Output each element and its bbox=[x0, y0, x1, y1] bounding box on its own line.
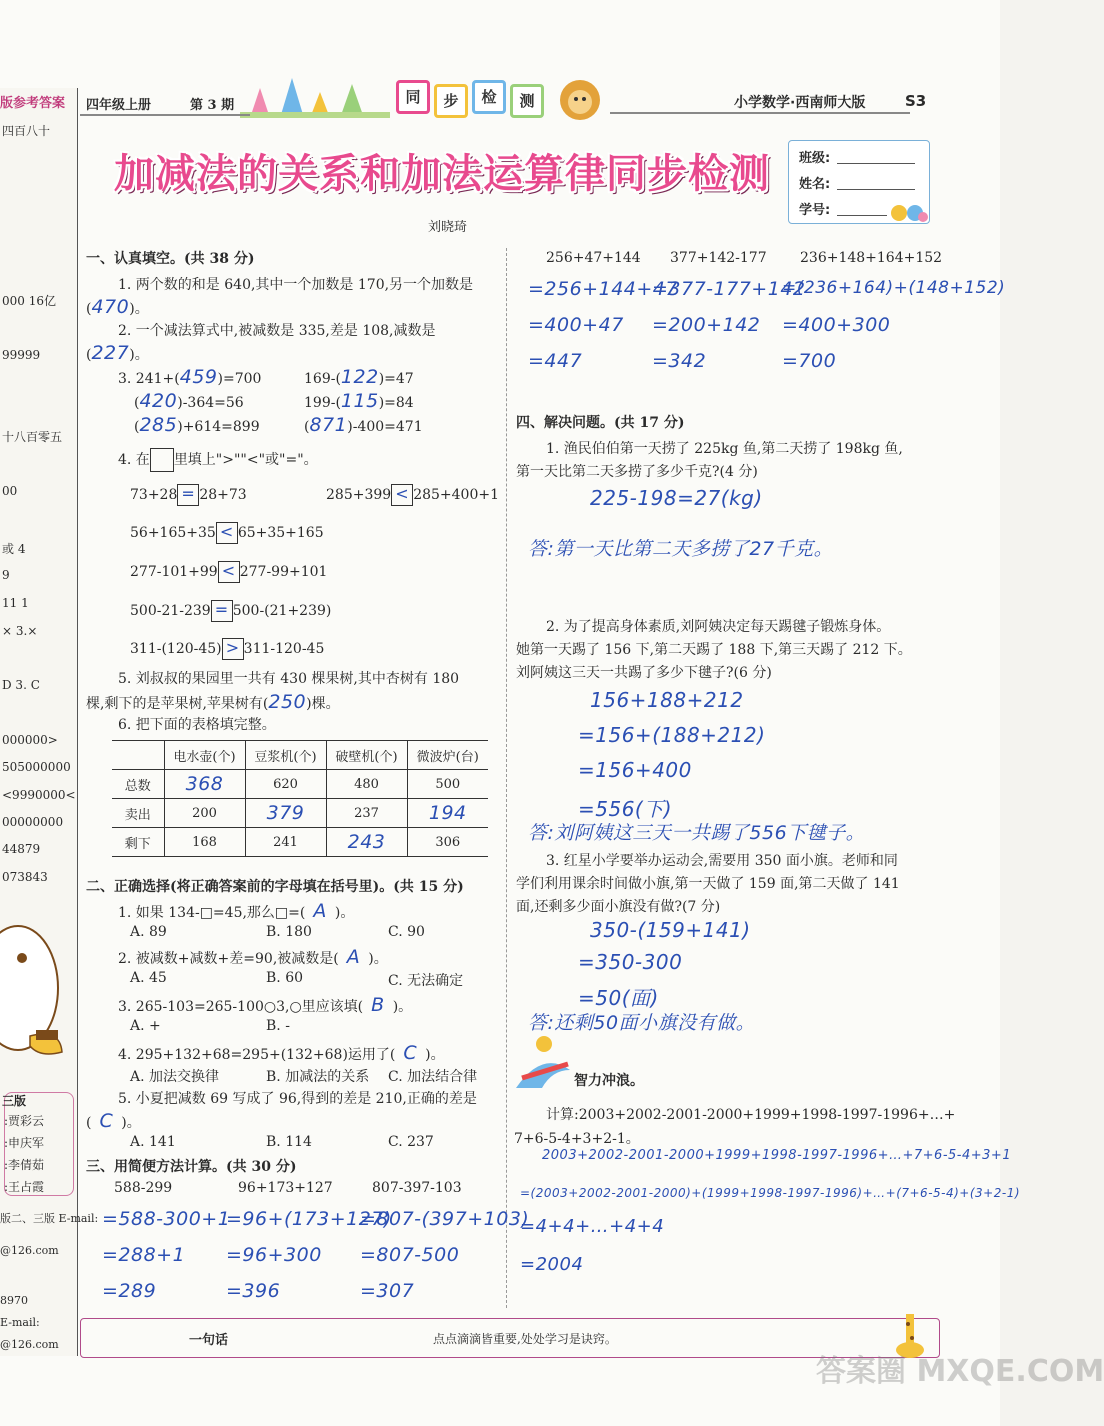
answer-statement: 答:第一天比第二天多捞了27千克。 bbox=[528, 538, 834, 560]
problem-text: 她第一天踢了 156 下,第二天踢了 188 下,第三天踢了 212 下。 bbox=[516, 642, 912, 658]
editor-name: :申庆军 bbox=[4, 1136, 45, 1150]
answer-key-line: 505000000 bbox=[2, 760, 71, 774]
q5-text: 5. 刘叔叔的果园里一共有 430 棵果树,其中杏树有 180 bbox=[118, 671, 460, 687]
bonus-heading: 智力冲浪。 bbox=[574, 1073, 644, 1089]
contact-line: E-mail: bbox=[0, 1316, 40, 1329]
table-row bbox=[112, 770, 488, 799]
answer-key-line: 000 16亿 bbox=[2, 294, 56, 308]
lion-mascot-icon bbox=[550, 78, 610, 124]
class-field[interactable] bbox=[837, 163, 915, 164]
bonus-text: 7+6-5-4+3+2-1。 bbox=[514, 1131, 640, 1147]
answer-statement: 答:刘阿姨这三天一共踢了556下毽子。 bbox=[528, 822, 866, 844]
student-info-box bbox=[788, 140, 930, 224]
choice-option: A. 加法交换律 bbox=[130, 1069, 220, 1085]
q3-item: 169-(122)=47 bbox=[304, 366, 414, 388]
q3-item: (420)-364=56 bbox=[134, 390, 244, 412]
calc-step: =400+300 bbox=[782, 314, 891, 336]
answer-key-line: 99999 bbox=[2, 348, 41, 362]
row-label: 剩下 bbox=[112, 828, 164, 857]
table-cell: 168 bbox=[164, 828, 245, 857]
q1-answer-line: (470)。 bbox=[86, 296, 149, 318]
section4-heading: 四、解决问题。(共 17 分) bbox=[516, 415, 685, 431]
mascot-illustration bbox=[0, 918, 76, 1078]
work-step: =156+(188+212) bbox=[578, 723, 766, 747]
section2-heading: 二、正确选择(将正确答案前的字母填在括号里)。(共 15 分) bbox=[86, 879, 464, 895]
choice-answer: C bbox=[403, 1042, 418, 1064]
section3-heading: 三、用简便方法计算。(共 30 分) bbox=[86, 1159, 297, 1175]
problem-text: 第一天比第二天多捞了多少千克?(4 分) bbox=[516, 464, 758, 480]
bonus-text: 计算:2003+2002-2001-2000+1999+1998-1997-1996+…+ bbox=[546, 1107, 956, 1123]
editor-name: :贾彩云 bbox=[4, 1114, 45, 1128]
footer-bar bbox=[80, 1318, 940, 1358]
calc-expression: 96+173+127 bbox=[238, 1180, 333, 1196]
table-cell: 243 bbox=[326, 828, 407, 857]
work-step: =50(面) bbox=[578, 986, 659, 1010]
row-label: 卖出 bbox=[112, 799, 164, 828]
table-row bbox=[112, 828, 488, 857]
table-header-cell: 豆浆机(个) bbox=[245, 741, 326, 770]
choice-question: 4. 295+132+68=295+(132+68)运用了( C )。 bbox=[118, 1042, 445, 1064]
q5-answer: 250 bbox=[268, 691, 307, 713]
problem-text: 学们利用课余时间做小旗,第一天做了 159 面,第二天做了 141 bbox=[516, 876, 900, 892]
row-label: 总数 bbox=[112, 770, 164, 799]
id-label: 学号: bbox=[799, 203, 831, 218]
q6-text: 6. 把下面的表格填完整。 bbox=[118, 717, 276, 733]
work-step: 350-(159+141) bbox=[590, 918, 751, 942]
calc-step: =288+1 bbox=[102, 1244, 186, 1266]
answer-key-line: 00000000 bbox=[2, 815, 64, 829]
table-header-row bbox=[112, 741, 488, 770]
contact-line: 8970 bbox=[0, 1294, 28, 1307]
work-step: =556(下) bbox=[578, 797, 673, 821]
comparison-answer-box[interactable]: = bbox=[177, 484, 199, 506]
answer-key-line: 44879 bbox=[2, 842, 41, 856]
bonus-work-step: =4+4+…+4+4 bbox=[520, 1216, 665, 1237]
work-step: 156+188+212 bbox=[590, 688, 744, 712]
table-cell: 237 bbox=[326, 799, 407, 828]
choice-question: 1. 如果 134-□=45,那么□=( A )。 bbox=[118, 900, 355, 922]
cartoon-animals-icon bbox=[889, 199, 929, 223]
section1-heading: 一、认真填空。(共 38 分) bbox=[86, 251, 255, 267]
badge-char: 检 bbox=[472, 80, 506, 114]
q3-answer: 285 bbox=[139, 414, 178, 436]
comparison-answer-box[interactable]: = bbox=[211, 600, 233, 622]
answer-key-line: <9990000< bbox=[2, 788, 76, 802]
q3-answer: 459 bbox=[179, 366, 218, 388]
calc-step: =289 bbox=[102, 1280, 157, 1302]
answer-key-line: 00 bbox=[2, 484, 18, 498]
table-cell: 500 bbox=[407, 770, 488, 799]
grade-label: 四年级上册 bbox=[86, 98, 152, 113]
choice-option: B. 60 bbox=[266, 970, 304, 986]
answer-key-line: × 3.× bbox=[2, 624, 38, 638]
table-row bbox=[112, 799, 488, 828]
calc-expression: 256+47+144 bbox=[546, 250, 641, 266]
table-cell: 620 bbox=[245, 770, 326, 799]
calc-step: =256+144+47 bbox=[528, 278, 678, 300]
calc-step: =807-(397+103) bbox=[360, 1208, 530, 1230]
comparison-answer-box[interactable]: < bbox=[218, 561, 240, 583]
blank-box-icon bbox=[150, 448, 174, 472]
name-label: 姓名: bbox=[799, 177, 831, 192]
comparison-item: 311-(120-45) > 311-120-45 bbox=[130, 638, 324, 660]
castle-illustration bbox=[240, 78, 390, 120]
choice-option: A. 89 bbox=[130, 924, 167, 940]
header-rule-left bbox=[80, 114, 250, 116]
choice-option: B. 加减法的关系 bbox=[266, 1069, 370, 1085]
comparison-answer-box[interactable]: < bbox=[216, 522, 238, 544]
calc-step: =807-500 bbox=[360, 1244, 460, 1266]
answer-key-line: 或 4 bbox=[2, 542, 26, 556]
problem-text: 3. 红星小学要举办运动会,需要用 350 面小旗。老师和同 bbox=[546, 853, 898, 869]
calc-step: =396 bbox=[226, 1280, 281, 1302]
q3-answer: 871 bbox=[309, 414, 348, 436]
q3-item: (871)-400=471 bbox=[304, 414, 423, 436]
q3-item: 3. 241+(459)=700 bbox=[118, 366, 262, 388]
calc-step: =96+(173+127) bbox=[226, 1208, 392, 1230]
table-header-cell bbox=[112, 741, 164, 770]
q2-text: 2. 一个减法算式中,被减数是 335,差是 108,减数是 bbox=[118, 323, 436, 339]
work-step: 225-198=27(kg) bbox=[590, 486, 763, 510]
footer-label: 一句话 bbox=[189, 1333, 229, 1348]
table-cell: 480 bbox=[326, 770, 407, 799]
calc-expression: 588-299 bbox=[114, 1180, 173, 1196]
answer-key-title: 版参考答案 bbox=[0, 96, 66, 111]
table-header-cell: 微波炉(台) bbox=[407, 741, 488, 770]
answer-key-line: 四百八十 bbox=[2, 124, 51, 138]
table-cell: 241 bbox=[245, 828, 326, 857]
choice-question: 2. 被减数+减数+差=90,被减数是( A )。 bbox=[118, 946, 388, 968]
q3-item: 199-(115)=84 bbox=[304, 390, 414, 412]
q3-item: (285)+614=899 bbox=[134, 414, 260, 436]
q5-answer-line: 棵,剩下的是苹果树,苹果树有(250)棵。 bbox=[86, 691, 340, 713]
q2-answer: 227 bbox=[91, 342, 130, 364]
choice-answer: A bbox=[313, 900, 327, 922]
calc-step: =700 bbox=[782, 350, 837, 372]
comparison-answer-box[interactable]: < bbox=[391, 484, 413, 506]
calc-step: =96+300 bbox=[226, 1244, 322, 1266]
work-step: =350-300 bbox=[578, 950, 683, 974]
choice-option: C. 90 bbox=[388, 924, 425, 940]
surfer-icon bbox=[512, 1030, 572, 1094]
choice-question: 3. 265-103=265-100○3,○里应该填( B )。 bbox=[118, 994, 413, 1016]
answer-key-line: 9 bbox=[2, 568, 10, 582]
q3-answer: 122 bbox=[340, 366, 379, 388]
q1-answer: 470 bbox=[91, 296, 130, 318]
comparison-item: 277-101+99 < 277-99+101 bbox=[130, 561, 327, 583]
footer-motto: 点点滴滴皆重要,处处学习是诀窍。 bbox=[433, 1332, 617, 1346]
badge-char: 步 bbox=[434, 84, 468, 118]
table-cell: 379 bbox=[245, 799, 326, 828]
contact-line: @126.com bbox=[0, 1338, 59, 1351]
q3-answer: 115 bbox=[340, 390, 379, 412]
calc-expression: 807-397-103 bbox=[372, 1180, 462, 1196]
choice-option: B. 114 bbox=[266, 1134, 312, 1150]
answer-key-line: 000000> bbox=[2, 733, 58, 747]
choice-option: C. 加法结合律 bbox=[388, 1069, 478, 1085]
answer-key-line: 11 1 bbox=[2, 596, 29, 610]
edition-label: 三版 bbox=[2, 1094, 27, 1108]
comparison-item: 500-21-239 = 500-(21+239) bbox=[130, 600, 331, 622]
q1-text: 1. 两个数的和是 640,其中一个加数是 170,另一个加数是 bbox=[118, 277, 474, 293]
choice-option: C. 无法确定 bbox=[388, 973, 464, 989]
calc-expression: 236+148+164+152 bbox=[800, 250, 943, 266]
editor-name: :王占霞 bbox=[4, 1180, 45, 1194]
q3-answer: 420 bbox=[139, 390, 178, 412]
choice-answer: C bbox=[99, 1110, 114, 1132]
bonus-work-step: 2003+2002-2001-2000+1999+1998-1997-1996+…+7+6-5-4+3+1 bbox=[542, 1148, 1012, 1163]
table-cell: 194 bbox=[407, 799, 488, 828]
id-field[interactable] bbox=[837, 215, 887, 216]
answer-key-line: 十八百零五 bbox=[2, 430, 63, 444]
choice-option: B. 180 bbox=[266, 924, 312, 940]
problem-text: 刘阿姨这三天一共踢了多少下毽子?(6 分) bbox=[516, 665, 772, 681]
answer-key-line: 073843 bbox=[2, 870, 48, 884]
comparison-item: 285+399 < 285+400+1 bbox=[326, 484, 499, 506]
column-divider bbox=[506, 248, 507, 1308]
calc-step: =(236+164)+(148+152) bbox=[782, 278, 1006, 298]
choice-question: 5. 小夏把减数 69 写成了 96,得到的差是 210,正确的差是 bbox=[118, 1091, 477, 1107]
answer-statement: 答:还剩50面小旗没有做。 bbox=[528, 1012, 756, 1034]
worksheet-title: 加减法的关系和加法运算律同步检测 bbox=[114, 151, 770, 197]
class-label: 班级: bbox=[799, 151, 831, 166]
choice-answer: B bbox=[371, 994, 385, 1016]
choice-option: A. 141 bbox=[130, 1134, 176, 1150]
choice-option: A. 45 bbox=[130, 970, 167, 986]
sales-table bbox=[112, 740, 488, 857]
author: 刘晓琦 bbox=[428, 220, 468, 235]
calc-expression: 377+142-177 bbox=[670, 250, 767, 266]
calc-step: =342 bbox=[652, 350, 707, 372]
name-field[interactable] bbox=[837, 189, 915, 190]
bonus-work-step: =2004 bbox=[520, 1254, 584, 1275]
subject-label: 小学数学·西南师大版 bbox=[734, 95, 866, 111]
choice-option: C. 237 bbox=[388, 1134, 434, 1150]
table-header-cell: 电水壶(个) bbox=[164, 741, 245, 770]
comparison-answer-box[interactable]: > bbox=[222, 638, 244, 660]
answer-key-line: D 3. C bbox=[2, 678, 40, 692]
choice-option: A. + bbox=[130, 1018, 161, 1034]
comparison-item: 56+165+35 < 65+35+165 bbox=[130, 522, 324, 544]
comparison-item: 73+28 = 28+73 bbox=[130, 484, 247, 506]
table-cell: 306 bbox=[407, 828, 488, 857]
calc-step: =200+142 bbox=[652, 314, 761, 336]
calc-step: =377-177+142 bbox=[652, 278, 806, 300]
contact-line: 版二、三版 E-mail: bbox=[0, 1212, 99, 1225]
badge-char: 测 bbox=[510, 84, 544, 118]
bonus-work-step: =(2003+2002-2001-2000)+(1999+1998-1997-1996)+…+(7+6-5-4)+(3+2-1) bbox=[520, 1186, 1021, 1200]
choice-option: B. - bbox=[266, 1018, 290, 1034]
choice-answer: A bbox=[346, 946, 361, 968]
header-bar bbox=[0, 88, 930, 124]
answer-key-strip bbox=[0, 88, 99, 1356]
contact-line: @126.com bbox=[0, 1244, 59, 1257]
header-rule bbox=[610, 112, 910, 114]
watermark: 答案圈 MXQE.COM bbox=[816, 1354, 1104, 1389]
editor-name: :李倩茹 bbox=[4, 1158, 45, 1172]
table-cell: 368 bbox=[164, 770, 245, 799]
problem-text: 1. 渔民伯伯第一天捞了 225kg 鱼,第二天捞了 198kg 鱼, bbox=[546, 441, 903, 457]
problem-text: 2. 为了提高身体素质,刘阿姨决定每天踢毽子锻炼身体。 bbox=[546, 619, 891, 635]
table-header-cell: 破壁机(个) bbox=[326, 741, 407, 770]
work-step: =156+400 bbox=[578, 758, 692, 782]
badge-char: 同 bbox=[396, 80, 430, 114]
problem-text: 面,还剩多少面小旗没有做?(7 分) bbox=[516, 899, 721, 915]
page-code: S3 bbox=[905, 92, 927, 110]
calc-step: =400+47 bbox=[528, 314, 624, 336]
table-cell: 200 bbox=[164, 799, 245, 828]
calc-step: =588-300+1 bbox=[102, 1208, 231, 1230]
calc-step: =307 bbox=[360, 1280, 415, 1302]
issue-label: 第 3 期 bbox=[190, 98, 235, 113]
calc-step: =447 bbox=[528, 350, 583, 372]
q2-answer-line: (227)。 bbox=[86, 342, 149, 364]
choice-answer-line: ( C )。 bbox=[86, 1110, 141, 1132]
q4-intro: 4. 在 里填上">""<"或"="。 bbox=[118, 448, 318, 472]
